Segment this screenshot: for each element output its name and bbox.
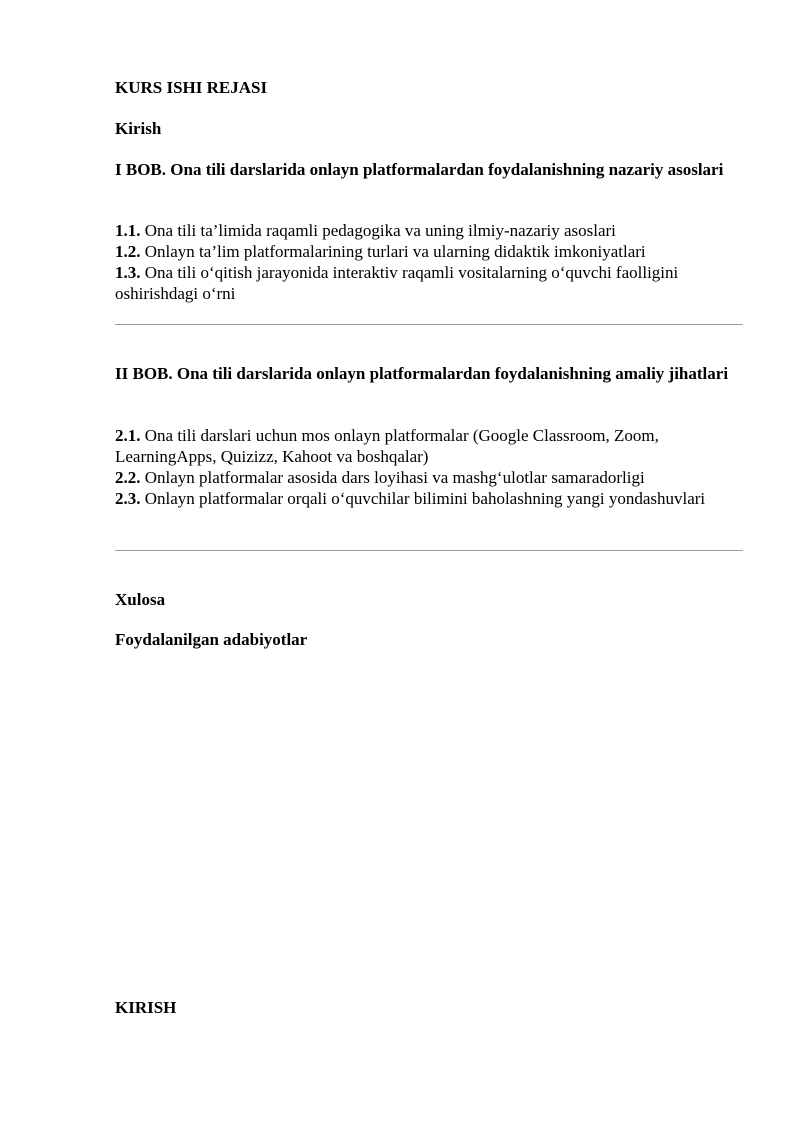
chapter2-item — [115, 425, 745, 467]
item-text: Ona tili o‘qitish jarayonida interaktiv raqamli vositalarning o‘quvchi faolligini oshirishdagi o‘rni — [115, 263, 679, 303]
chapter2-items — [115, 425, 745, 509]
item-text: Ona tili ta’limida raqamli pedagogika va uning ilmiy-nazariy asoslari — [140, 221, 616, 240]
item-number: 2.2. — [115, 468, 141, 487]
intro-heading: Kirish — [115, 119, 162, 138]
item-text: Onlayn platformalar asosida dars loyihasi va mashg‘ulotlar samaradorligi — [140, 468, 645, 487]
conclusion-heading: Xulosa — [115, 590, 166, 609]
chapter1-items — [115, 220, 745, 304]
item-number: 2.1. — [115, 426, 141, 445]
chapter1-item — [115, 220, 745, 241]
section-divider — [115, 324, 743, 325]
document-title: KURS ISHI REJASI — [115, 78, 268, 97]
item-text: Ona tili darslari uchun mos onlayn platformalar (Google Classroom, Zoom, LearningApps, Quizizz, Kahoot va boshqalar) — [115, 426, 659, 466]
chapter1-heading: I BOB. Ona tili darslarida onlayn platformalardan foydalanishning nazariy asoslari — [115, 160, 724, 179]
item-number: 2.3. — [115, 489, 141, 508]
chapter2-item — [115, 488, 745, 509]
item-number: 1.2. — [115, 242, 141, 261]
item-number: 1.3. — [115, 263, 141, 282]
references-heading: Foydalanilgan adabiyotlar — [115, 630, 308, 649]
chapter1-item — [115, 262, 745, 304]
item-text: Onlayn ta’lim platformalarining turlari va ularning didaktik imkoniyatlari — [140, 242, 646, 261]
chapter2-heading: II BOB. Ona tili darslarida onlayn platformalardan foydalanishning amaliy jihatlari — [115, 364, 729, 383]
section-divider — [115, 550, 743, 551]
next-section-heading: KIRISH — [115, 998, 177, 1017]
chapter1-item — [115, 241, 745, 262]
item-number: 1.1. — [115, 221, 141, 240]
item-text: Onlayn platformalar orqali o‘quvchilar bilimini baholashning yangi yondashuvlari — [140, 489, 706, 508]
chapter2-item — [115, 467, 745, 488]
